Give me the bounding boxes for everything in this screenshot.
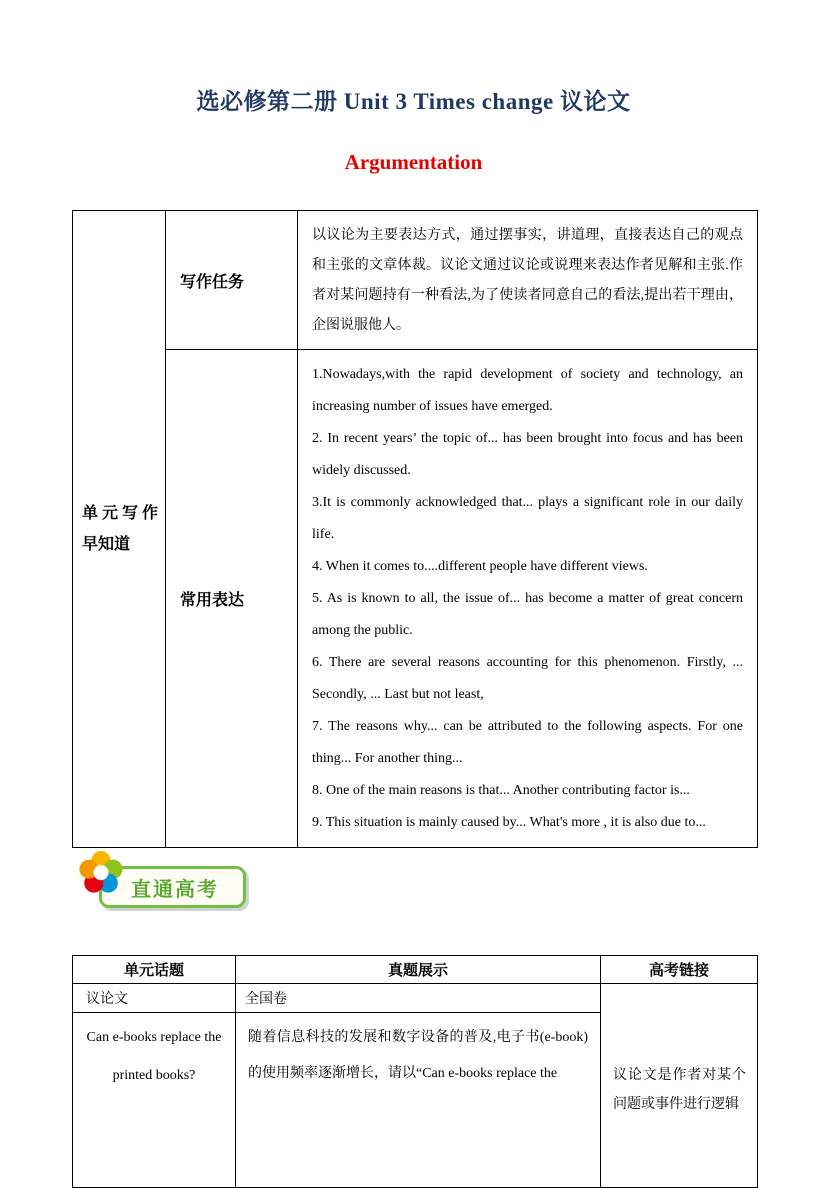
common-expressions-label: 常用表达 [166,350,298,848]
header-unit-topic: 单元话题 [73,956,236,984]
gaokao-badge-label: 直通高考 [131,878,219,901]
expression-item: 8. One of the main reasons is that... Another contributing factor is... [312,783,690,798]
writing-guide-table [72,210,758,848]
expression-item: 1.Nowadays,with the rapid development of society and technology, an increasing number of issues have emerged. [312,367,743,414]
expression-item: 9. This situation is mainly caused by... What's more , it is also due to... [312,815,706,830]
gaokao-link-cell: 议论文是作者对某个问题或事件进行逻辑 [601,984,758,1188]
header-real-exam: 真题展示 [236,956,601,984]
side-label-line2: 早知道 [82,536,131,553]
gaokao-direct-badge [78,850,328,914]
topic-question-cell: Can e-books replace the printed books? [73,1013,236,1188]
common-expressions-content [298,350,758,848]
writing-task-label: 写作任务 [166,211,298,350]
flower-logo-icon [78,850,124,896]
topic-genre-cell: 议论文 [73,984,236,1013]
expression-item: 6. There are several reasons accounting for this phenomenon. Firstly, ... Secondly, ... Last but not least, [312,655,743,702]
expression-item: 2. In recent years’ the topic of... has been brought into focus and has been widely discussed. [312,431,743,478]
writing-task-row [73,211,758,350]
exam-table-row-1 [73,984,758,1013]
expression-item: 4. When it comes to....different people have different views. [312,559,648,574]
exam-prompt-cell: 随着信息科技的发展和数字设备的普及,电子书(e-book)的使用频率逐渐增长，请以“Can e-books replace the [236,1013,601,1188]
writing-task-content: 以议论为主要表达方式，通过摆事实，讲道理，直接表达自己的观点和主张的文章体裁。议论文通过议论或说理来表达作者见解和主张.作者对某问题持有一种看法,为了使读者同意自己的看法,提出若干理由，企图说服他人。 [298,211,758,350]
header-gaokao-link: 高考链接 [601,956,758,984]
expression-item: 7. The reasons why... can be attributed to the following aspects. For one thing... For another thing... [312,719,743,766]
unit-writing-side-cell [73,211,166,848]
side-label-line1: 单 元 写 作 [82,505,159,522]
exam-paper-cell: 全国卷 [236,984,601,1013]
expression-item: 5. As is known to all, the issue of... has become a matter of great concern among the public. [312,591,743,638]
exam-table-header-row [73,956,758,984]
expression-item: 3.It is commonly acknowledged that... plays a significant role in our daily life. [312,495,743,542]
document-subtitle: Argumentation [344,150,483,174]
exam-topics-table [72,955,758,1188]
document-title: 选必修第二册 Unit 3 Times change 议论文 [196,89,631,114]
common-expressions-row [73,350,758,848]
